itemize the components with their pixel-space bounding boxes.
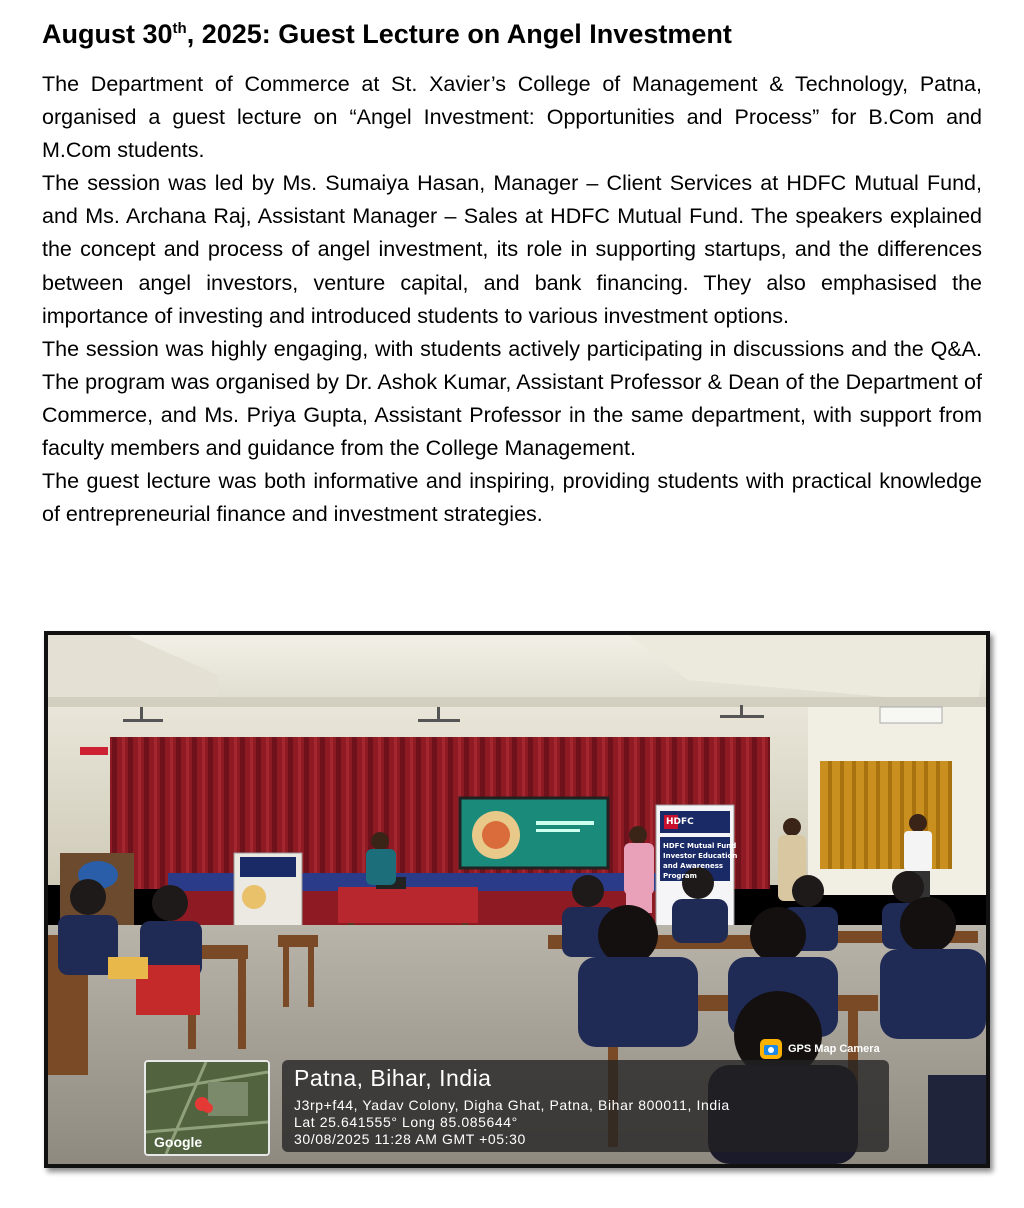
paragraph-engagement: The session was highly engaging, with students actively participating in discussions and the Q&A. The program was organised by Dr. Ashok Kumar, Assistant Professor & Dean of the Department of Commerce, and Ms. Priya Gupta, Assistant Professor in the same department, with support from faculty members and guidance from the College Management. [42, 336, 982, 461]
gps-badge-label: GPS Map Camera [788, 1043, 880, 1055]
gps-camera-badge [760, 1037, 880, 1061]
title-text: , 2025: Guest Lecture on Angel Investment [186, 19, 732, 49]
article-body [42, 68, 982, 531]
banner-line-2: Investor Education [663, 852, 738, 860]
gps-minimap [144, 1060, 270, 1156]
title-date: August 30 [42, 19, 173, 49]
hdfc-logo-text: HDFC [666, 817, 694, 827]
event-photo [44, 631, 990, 1168]
gps-datetime: 30/08/2025 11:28 AM GMT +05:30 [294, 1131, 526, 1147]
banner-line-3: and Awareness [663, 862, 724, 870]
page-title [42, 16, 732, 52]
gps-info-overlay [282, 1060, 889, 1152]
banner-line-1: HDFC Mutual Fund [663, 842, 737, 850]
paragraph-conclusion: The guest lecture was both informative and inspiring, providing students with practical knowledge of entrepreneurial finance and investment strategies. [42, 469, 982, 527]
banner-line-4: Program [663, 872, 697, 880]
title-superscript: th [172, 20, 187, 37]
window-curtain [820, 761, 952, 869]
gps-address: J3rp+f44, Yadav Colony, Digha Ghat, Patna, Bihar 800011, India [294, 1097, 730, 1113]
camera-icon [760, 1039, 782, 1059]
paragraph-speakers: The session was led by Ms. Sumaiya Hasan, Manager – Client Services at HDFC Mutual Fund, and Ms. Archana Raj, Assistant Manager – Sales at HDFC Mutual Fund. The speakers explained the concept and process of angel investment, its role in supporting startups, and the differences between angel investors, venture capital, and bank financing. They also emphasised the importance of investing and introduced students to various investment options. [42, 171, 982, 328]
paragraph-intro: The Department of Commerce at St. Xavier’s College of Management & Technology, Patna, organised a guest lecture on “Angel Investment: Opportunities and Process” for B.Com and M.Com students. [42, 72, 982, 163]
gps-coordinates: Lat 25.641555° Long 85.085644° [294, 1114, 518, 1130]
map-provider-label: Google [154, 1134, 203, 1150]
gps-location: Patna, Bihar, India [294, 1065, 492, 1091]
